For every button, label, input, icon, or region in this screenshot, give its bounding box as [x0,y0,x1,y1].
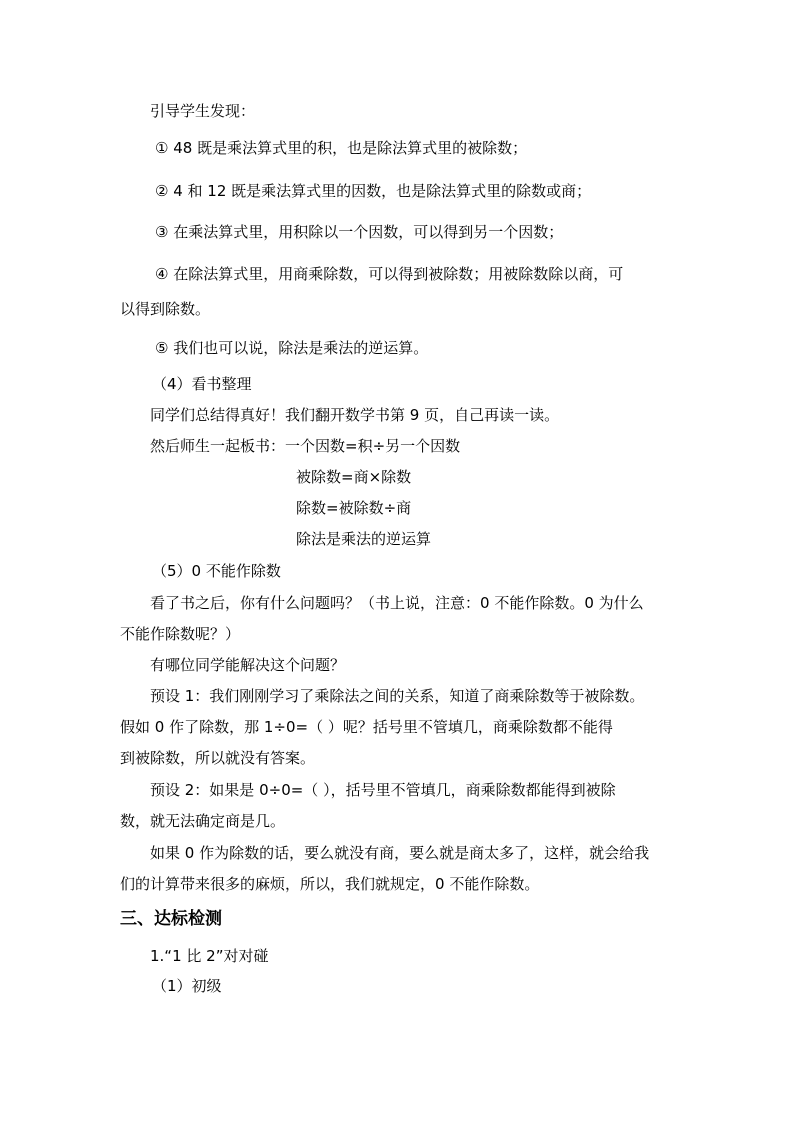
finding-3: ③ 在乘法算式里，用积除以一个因数，可以得到另一个因数； [155,223,564,241]
finding-4-line1: ④ 在除法算式里，用商乘除数，可以得到被除数；用被除数除以商，可 [155,265,624,283]
question-line1: 看了书之后，你有什么问题吗？（书上说，注意：0 不能作除数。0 为什么 [150,594,644,612]
question-prompt: 有哪位同学能解决这个问题？ [150,656,346,674]
finding-4-line2: 以得到除数。 [120,300,211,318]
board-formula-1: 然后师生一起板书：一个因数=积÷另一个因数 [150,437,461,455]
preset-1-line3: 到被除数，所以就没有答案。 [120,749,316,767]
section-heading-assessment: 三、达标检测 [120,909,222,929]
paragraph-intro: 引导学生发现： [150,102,256,120]
preset-1-line2: 假如 0 作了除数，那 1÷0=（ ）呢？括号里不管填几，商乘除数都不能得 [120,718,613,736]
question-line2: 不能作除数呢？） [120,625,241,643]
conclusion-line2: 们的计算带来很多的麻烦，所以，我们就规定，0 不能作除数。 [120,875,540,893]
finding-5: ⑤ 我们也可以说，除法是乘法的逆运算。 [155,339,429,357]
step-4-text: 同学们总结得真好！我们翻开数学书第 9 页，自己再读一读。 [150,406,560,424]
preset-1-line1: 预设 1：我们刚刚学习了乘除法之间的关系，知道了商乘除数等于被除数。 [150,687,645,705]
step-5-heading: （5）0 不能作除数 [152,562,281,580]
conclusion-line1: 如果 0 作为除数的话，要么就没有商，要么就是商太多了，这样，就会给我 [150,844,650,862]
preset-2-line1: 预设 2：如果是 0÷0=（ ），括号里不管填几，商乘除数都能得到被除 [150,781,616,799]
board-formula-3: 除数=被除数÷商 [296,499,412,517]
exercise-1-level: （1）初级 [152,977,222,995]
board-formula-2: 被除数=商×除数 [296,468,412,486]
finding-1: ① 48 既是乘法算式里的积，也是除法算式里的被除数； [155,139,528,157]
finding-2: ② 4 和 12 既是乘法算式里的因数，也是除法算式里的除数或商； [155,182,592,200]
preset-2-line2: 数，就无法确定商是几。 [120,812,286,830]
exercise-1-title: 1.“1 比 2”对对碰 [150,947,269,965]
step-4-heading: （4）看书整理 [152,375,252,393]
board-formula-4: 除法是乘法的逆运算 [296,530,432,548]
